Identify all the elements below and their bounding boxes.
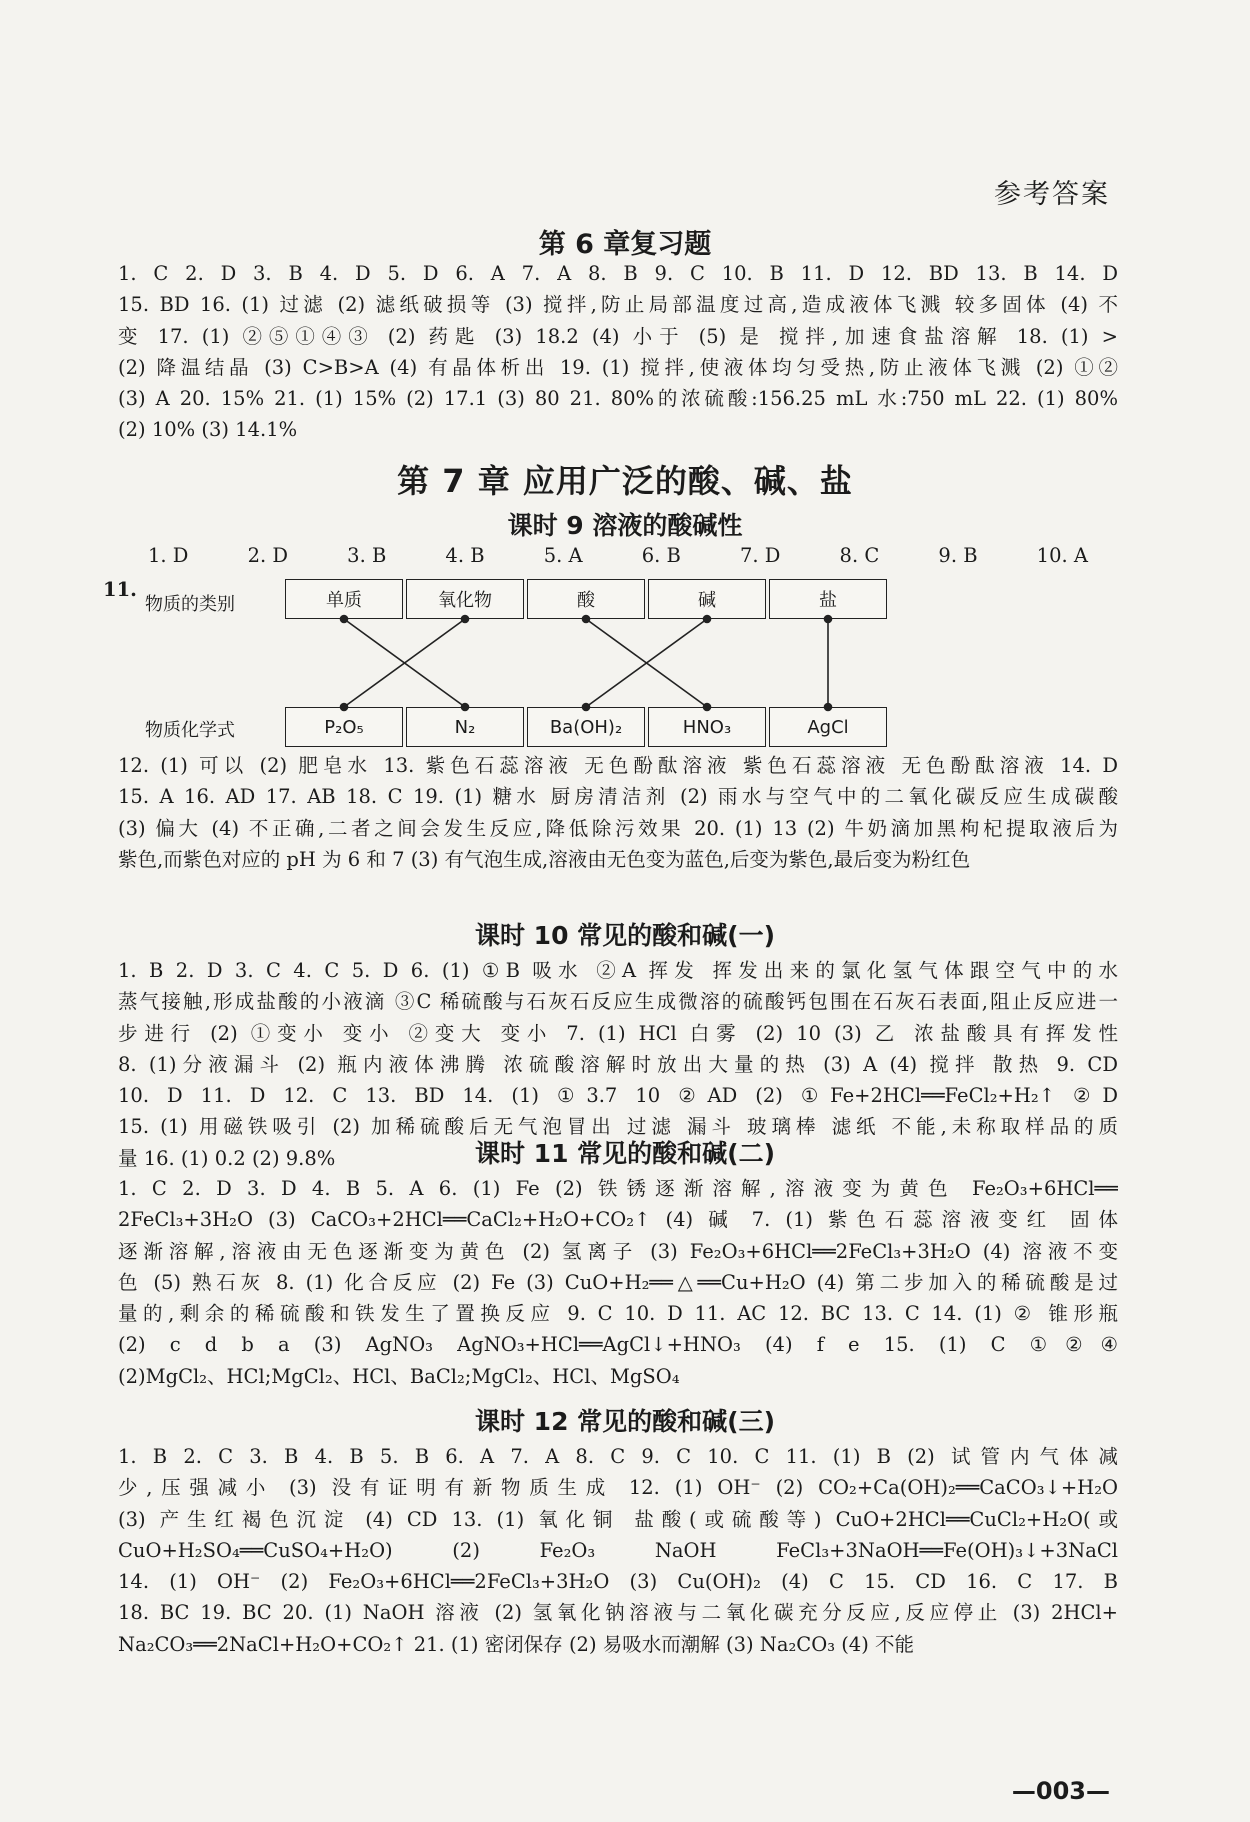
match-line-2 [586,619,707,707]
mc-answer: 1. D [148,544,189,567]
answer-line: 15. A 16. AD 17. AB 18. C 19. (1) 糖水 厨房清洁剂 (2) 雨水与空气中的二氧化碳反应生成碳酸 [118,785,1118,809]
mc-answer: 2. D [247,544,289,567]
chapter6-review-title: 第 6 章复习题 [538,229,712,260]
answer-line: 少,压强减小 (3) 没有证明有新物质生成 12. (1) OH⁻ (2) CO₂+Ca(OH)₂══CaCO₃↓+H₂O [118,1476,1118,1500]
answer-line: 8. (1)分液漏斗 (2) 瓶内液体沸腾 浓硫酸溶解时放出大量的热 (3) A (4) 搅拌 散热 9. CD [118,1052,1118,1076]
category-box-1: 氧化物 [406,579,524,619]
formula-box-4: AgCl [769,707,887,747]
lesson9-multiple-choice-row [148,544,1088,567]
answer-line: 14. (1) OH⁻ (2) Fe₂O₃+6HCl══2FeCl₃+3H₂O (3) Cu(OH)₂ (4) C 15. CD 16. C 17. B [118,1570,1118,1594]
mc-answer: 9. B [938,544,978,567]
formula-box-0: P₂O₅ [285,707,403,747]
formula-row-label: 物质化学式 [145,720,235,741]
answer-line: 2FeCl₃+3H₂O (3) CaCO₃+2HCl══CaCl₂+H₂O+CO₂↑ (4) 碱 7. (1) 紫色石蕊溶液变红 固体 [118,1208,1118,1232]
answer-line: 量的,剩余的稀硫酸和铁发生了置换反应 9. C 10. D 11. AC 12. BC 13. C 14. (1) ② 锥形瓶 [118,1302,1118,1326]
answer-line: 1. B 2. C 3. B 4. B 5. B 6. A 7. A 8. C 9. C 10. C 11. (1) B (2) 试管内气体减 [118,1445,1118,1468]
answer-line: (3) 偏大 (4) 不正确,二者之间会发生反应,降低除污效果 20. (1) 13 (2) 牛奶滴加黑枸杞提取液后为 [118,816,1118,840]
answer-line: (3) A 20. 15% 21. (1) 15% (2) 17.1 (3) 80 21. 80%的浓硫酸:156.25 mL 水:750 mL 22. (1) 80% [118,387,1118,411]
answer-line: 15. (1) 用磁铁吸引 (2) 加稀硫酸后无气泡冒出 过滤 漏斗 玻璃棒 滤纸 不能,未称取样品的质 [118,1115,1118,1139]
answer-line: 10. D 11. D 12. C 13. BD 14. (1) ①3.7 10 ②AD (2) ①Fe+2HCl══FeCl₂+H₂↑ ②D [118,1084,1118,1108]
answer-line: 蒸气接触,形成盐酸的小液滴 ③C 稀硫酸与石灰石反应生成微溶的硫酸钙包围在石灰石表面,阻止反应进一 [118,990,1118,1014]
lesson9-title: 课时 9 溶液的酸碱性 [507,511,743,540]
mc-answer: 10. A [1036,544,1088,567]
formula-box-2: Ba(OH)₂ [527,707,645,747]
category-box-4: 盐 [769,579,887,619]
answer-line: Na₂CO₃══2NaCl+H₂O+CO₂↑ 21. (1) 密闭保存 (2) 易吸水而潮解 (3) Na₂CO₃ (4) 不能 [118,1632,915,1656]
page-number: —003— [1011,1777,1110,1805]
chapter7-title: 第 7 章 应用广泛的酸、碱、盐 [397,462,853,500]
answer-line: 紫色,而紫色对应的 pH 为 6 和 7 (3) 有气泡生成,溶液由无色变为蓝色,后变为紫色,最后变为粉红色 [118,847,971,871]
mc-answer: 3. B [347,544,387,567]
answer-line: (2) c d b a (3) AgNO₃ AgNO₃+HCl══AgCl↓+HNO₃ (4) f e 15. (1) C ①②④ [118,1333,1118,1357]
corner-title: 参考答案 [994,179,1110,210]
chapter6-answers [118,258,1118,446]
mc-answer: 4. B [445,544,485,567]
category-box-0: 单质 [285,579,403,619]
answer-line: (3) 产生红褐色沉淀 (4) CD 13. (1) 氧化铜 盐酸(或硫酸等) CuO+2HCl══CuCl₂+H₂O(或 [118,1507,1118,1531]
answer-line: 步进行 (2) ①变小 变小 ②变大 变小 7. (1) HCl 白雾 (2) 10 (3) 乙 浓盐酸具有挥发性 [118,1021,1118,1045]
category-box-3: 碱 [648,579,766,619]
match-line-1 [344,619,465,707]
lesson12-answers [118,1441,1118,1660]
lesson9-answers [118,750,1118,875]
match-line-0 [344,619,465,707]
formula-box-3: HNO₃ [648,707,766,747]
lesson11-title: 课时 11 常见的酸和碱(二) [474,1139,776,1168]
mc-answer: 6. B [641,544,681,567]
answer-line: 18. BC 19. BC 20. (1) NaOH 溶液 (2) 氢氧化钠溶液与二氧化碳充分反应,反应停止 (3) 2HCl+ [118,1601,1118,1625]
match-line-3 [586,619,707,707]
lesson11-answers [118,1173,1118,1392]
answer-line: 15. BD 16. (1) 过滤 (2) 滤纸破损等 (3) 搅拌,防止局部温度过高,造成液体飞溅 较多固体 (4) 不 [118,293,1118,317]
mc-answer: 8. C [839,544,880,567]
category-row-label: 物质的类别 [145,594,235,615]
answer-line: 1. B 2. D 3. C 4. C 5. D 6. (1) ①B 吸水 ②A 挥发 挥发出来的氯化氢气体跟空气中的水 [118,959,1118,982]
answer-line: (2)MgCl₂、HCl;MgCl₂、HCl、BaCl₂;MgCl₂、HCl、MgSO₄ [118,1364,680,1388]
mc-answer: 7. D [739,544,781,567]
answer-line: (2) 10% (3) 14.1% [118,418,298,442]
formula-box-1: N₂ [406,707,524,747]
mc-answer: 5. A [543,544,583,567]
answer-line: 12. (1) 可以 (2) 肥皂水 13. 紫色石蕊溶液 无色酚酞溶液 紫色石蕊溶液 无色酚酞溶液 14. D [118,754,1118,777]
answer-line: (2) 降温结晶 (3) C>B>A (4) 有晶体析出 19. (1) 搅拌,使液体均匀受热,防止液体飞溅 (2) ①② [118,355,1118,379]
answer-line: CuO+H₂SO₄══CuSO₄+H₂O) (2) Fe₂O₃ NaOH FeCl₃+3NaOH══Fe(OH)₃↓+3NaCl [118,1538,1118,1562]
lesson12-title: 课时 12 常见的酸和碱(三) [474,1407,776,1436]
category-box-2: 酸 [527,579,645,619]
answer-line: 1. C 2. D 3. D 4. B 5. A 6. (1) Fe (2) 铁锈逐渐溶解,溶液变为黄色 Fe₂O₃+6HCl══ [118,1177,1118,1200]
answer-line: 1. C 2. D 3. B 4. D 5. D 6. A 7. A 8. B 9. C 10. B 11. D 12. BD 13. B 14. D [118,262,1118,285]
answer-line: 逐渐溶解,溶液由无色逐渐变为黄色 (2) 氢离子 (3) Fe₂O₃+6HCl══2FeCl₃+3H₂O (4) 溶液不变 [118,1239,1118,1263]
lesson10-title: 课时 10 常见的酸和碱(一) [474,921,776,950]
answer-line: 变 17. (1) ②⑤①④③ (2) 药匙 (3) 18.2 (4) 小于 (5) 是 搅拌,加速食盐溶解 18. (1) > [118,324,1118,348]
q11-label: 11. [103,578,137,601]
answer-line: 量 16. (1) 0.2 (2) 9.8% [118,1146,336,1170]
answer-line: 色 (5) 熟石灰 8. (1) 化合反应 (2) Fe (3) CuO+H₂══△══Cu+H₂O (4) 第二步加入的稀硫酸是过 [118,1270,1118,1294]
